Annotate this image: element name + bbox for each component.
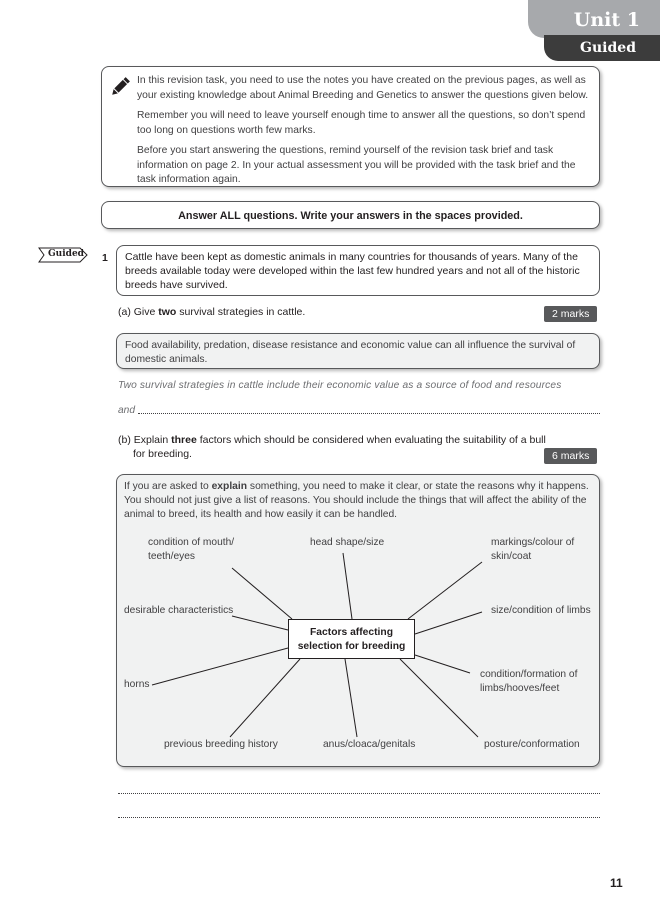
part-a-answer-start: Two survival strategies in cattle include their economic value as a source of food and resources	[118, 380, 562, 391]
label-desirable: desirable characteristics	[124, 605, 234, 616]
label-head: head shape/size	[310, 537, 385, 548]
label-mouth-line-2: teeth/eyes	[148, 551, 196, 562]
guided-section-label: Guided	[580, 40, 636, 56]
part-b-hint-prefix: If you are asked to	[124, 481, 212, 492]
label-markings	[491, 536, 574, 564]
label-formation	[480, 668, 577, 696]
diagram-centre-line-1: Factors affecting	[310, 627, 393, 638]
instruction-text: Answer ALL questions. Write your answers in the spaces provided.	[178, 210, 523, 222]
line-head	[343, 553, 352, 619]
label-horns: horns	[124, 679, 150, 690]
part-a-answer-and: and	[118, 405, 135, 416]
intro-paragraph-3: Before you start answering the questions, remind yourself of the revision task brief and task information on page 2. In your actual assessment you will be provided with the task brief and the task information again.	[137, 145, 576, 185]
part-b-suffix: factors which should be considered when evaluating the suitability of a bull	[196, 434, 546, 446]
question-number: 1	[102, 252, 108, 264]
part-b-answer-dotted-line-1[interactable]	[118, 793, 600, 794]
line-markings	[408, 562, 482, 619]
line-horns	[152, 648, 288, 685]
intro-paragraph-2: Remember you will need to leave yourself enough time to answer all the questions, so don’t spend too long on questions worth few marks.	[137, 110, 586, 136]
part-b-hint-suffix: something, you need to make it clear, or state the reasons why it happens. You should not just give a list of reasons. You should include the things that will affect the ability of the animal to breed, its health and how easily it can be handled.	[124, 481, 589, 520]
label-mouth	[148, 536, 234, 564]
line-genitals	[345, 659, 357, 737]
label-mouth-line-1: condition of mouth/	[148, 537, 235, 548]
part-a-bold: two	[158, 306, 177, 318]
line-desirable	[232, 616, 288, 630]
label-limbs-size: size/condition of limbs	[491, 605, 591, 616]
diagram-centre-box	[288, 619, 415, 659]
label-markings-line-2: skin/coat	[491, 551, 532, 562]
question-stem: Cattle have been kept as domestic animals in many countries for thousands of years. Many of the breeds available today were developed within the last few hundred years and not all of the historic breeds have survived.	[125, 251, 580, 291]
label-markings-line-1: markings/colour of	[491, 537, 575, 548]
label-history: previous breeding history	[164, 739, 278, 750]
line-mouth	[232, 568, 292, 619]
line-limbs-size	[415, 612, 482, 634]
part-b-hint-bold: explain	[211, 481, 248, 492]
line-history	[230, 659, 300, 737]
part-a-hint: Food availability, predation, disease resistance and economic value can all influence the survival of domestic animals.	[125, 340, 576, 365]
part-b-question-line-2: for breeding.	[133, 448, 192, 460]
page-number: 11	[610, 876, 623, 890]
label-posture: posture/conformation	[484, 739, 580, 750]
part-a-suffix: survival strategies in cattle.	[176, 306, 306, 318]
part-a-prefix: (a) Give	[118, 306, 159, 318]
intro-paragraph-1: In this revision task, you need to use the notes you have created on the previous pages, as well as your existing knowledge about Animal Breeding and Genetics to answer the questions given below.	[137, 75, 589, 101]
label-formation-line-1: condition/formation of	[480, 669, 578, 680]
line-formation	[415, 655, 470, 673]
line-posture	[400, 659, 478, 737]
label-genitals: anus/cloaca/genitals	[323, 739, 416, 750]
diagram-centre-line-2: selection for breeding	[297, 641, 406, 652]
part-b-bold: three	[171, 434, 197, 446]
part-b-prefix: (b) Explain	[118, 434, 172, 446]
label-formation-line-2: limbs/hooves/feet	[480, 683, 560, 694]
unit-label: Unit 1	[573, 9, 640, 31]
guided-label: Guided	[48, 249, 84, 259]
part-a-marks-badge: 2 marks	[544, 306, 597, 322]
part-b-marks-badge: 6 marks	[544, 448, 597, 464]
part-b-answer-dotted-line-2[interactable]	[118, 817, 600, 818]
